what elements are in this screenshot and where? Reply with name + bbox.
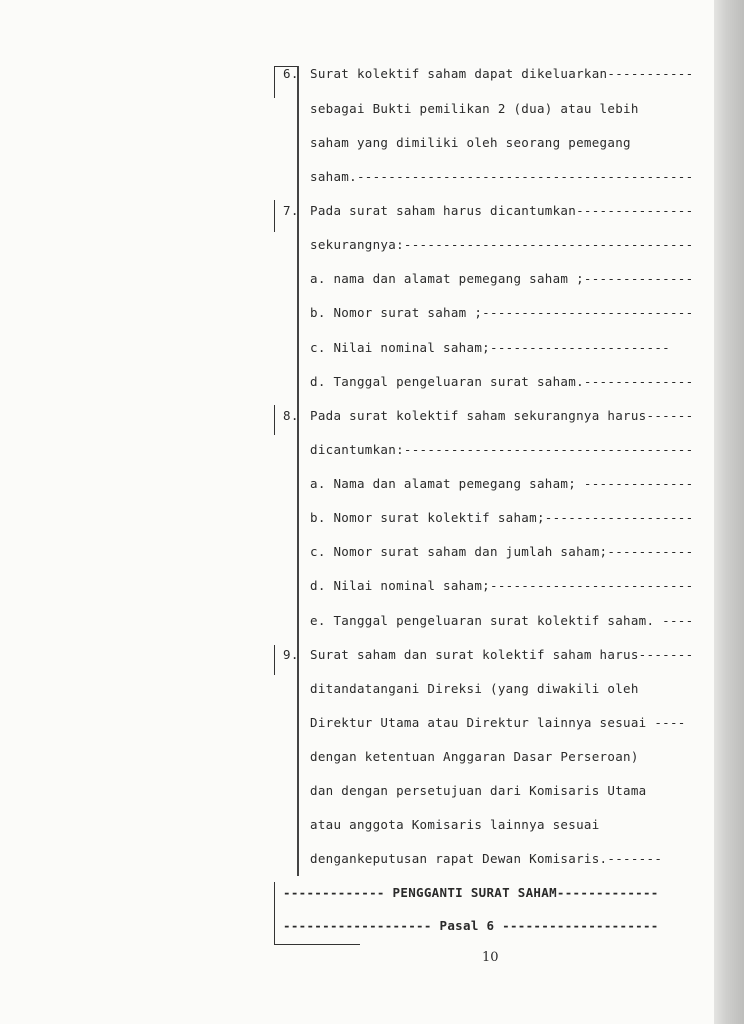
text-line: sebagai Bukti pemilikan 2 (dua) atau lebih [310,101,639,116]
text-line: dengankeputusan rapat Dewan Komisaris.------- [310,851,663,866]
text-line: saham yang dimiliki oleh seorang pemegang [310,135,631,150]
text-line: Surat kolektif saham dapat dikeluarkan----------- [310,66,694,81]
article-heading: ------------------- Pasal 6 -------------------- [283,918,659,933]
item-number: 9. [283,647,299,662]
item-number: 7. [283,203,299,218]
page-number: 10 [482,950,499,965]
text-line: e. Tanggal pengeluaran surat kolektif saham. ---- [310,613,694,628]
margin-underline [274,944,360,945]
text-line: c. Nilai nominal saham;----------------------- [310,340,670,355]
text-line: d. Nilai nominal saham;-------------------------- [310,578,694,593]
margin-tick [274,200,275,232]
text-line: Direktur Utama atau Direktur lainnya sesuai ---- [310,715,686,730]
text-line: a. Nama dan alamat pemegang saham; -------------- [310,476,694,491]
text-line: b. Nomor surat kolektif saham;------------------- [310,510,694,525]
text-line: sekurangnya:------------------------------------- [310,237,694,252]
margin-rule [297,66,299,876]
margin-tick [274,882,275,944]
text-line: d. Tanggal pengeluaran surat saham.-------------- [310,374,694,389]
text-line: dengan ketentuan Anggaran Dasar Perseroan) [310,749,639,764]
text-line: dan dengan persetujuan dari Komisaris Utama [310,783,647,798]
item-number: 6. [283,66,299,81]
text-line: c. Nomor surat saham dan jumlah saham;----------- [310,544,694,559]
text-line: Pada surat kolektif saham sekurangnya harus------ [310,408,694,423]
text-line: Surat saham dan surat kolektif saham harus------- [310,647,694,662]
text-line: a. nama dan alamat pemegang saham ;-------------- [310,271,694,286]
margin-tick [274,645,275,675]
item-number: 8. [283,408,299,423]
page-edge-shadow [714,0,744,1024]
text-line: dicantumkan:------------------------------------- [310,442,694,457]
section-heading: ------------- PENGGANTI SURAT SAHAM------------- [283,885,659,900]
text-line: saham.------------------------------------------- [310,169,694,184]
text-line: b. Nomor surat saham ;--------------------------- [310,305,694,320]
margin-tick [274,405,275,435]
margin-tick [274,66,275,98]
text-line: atau anggota Komisaris lainnya sesuai [310,817,600,832]
text-line: Pada surat saham harus dicantumkan--------------- [310,203,694,218]
text-line: ditandatangani Direksi (yang diwakili oleh [310,681,639,696]
